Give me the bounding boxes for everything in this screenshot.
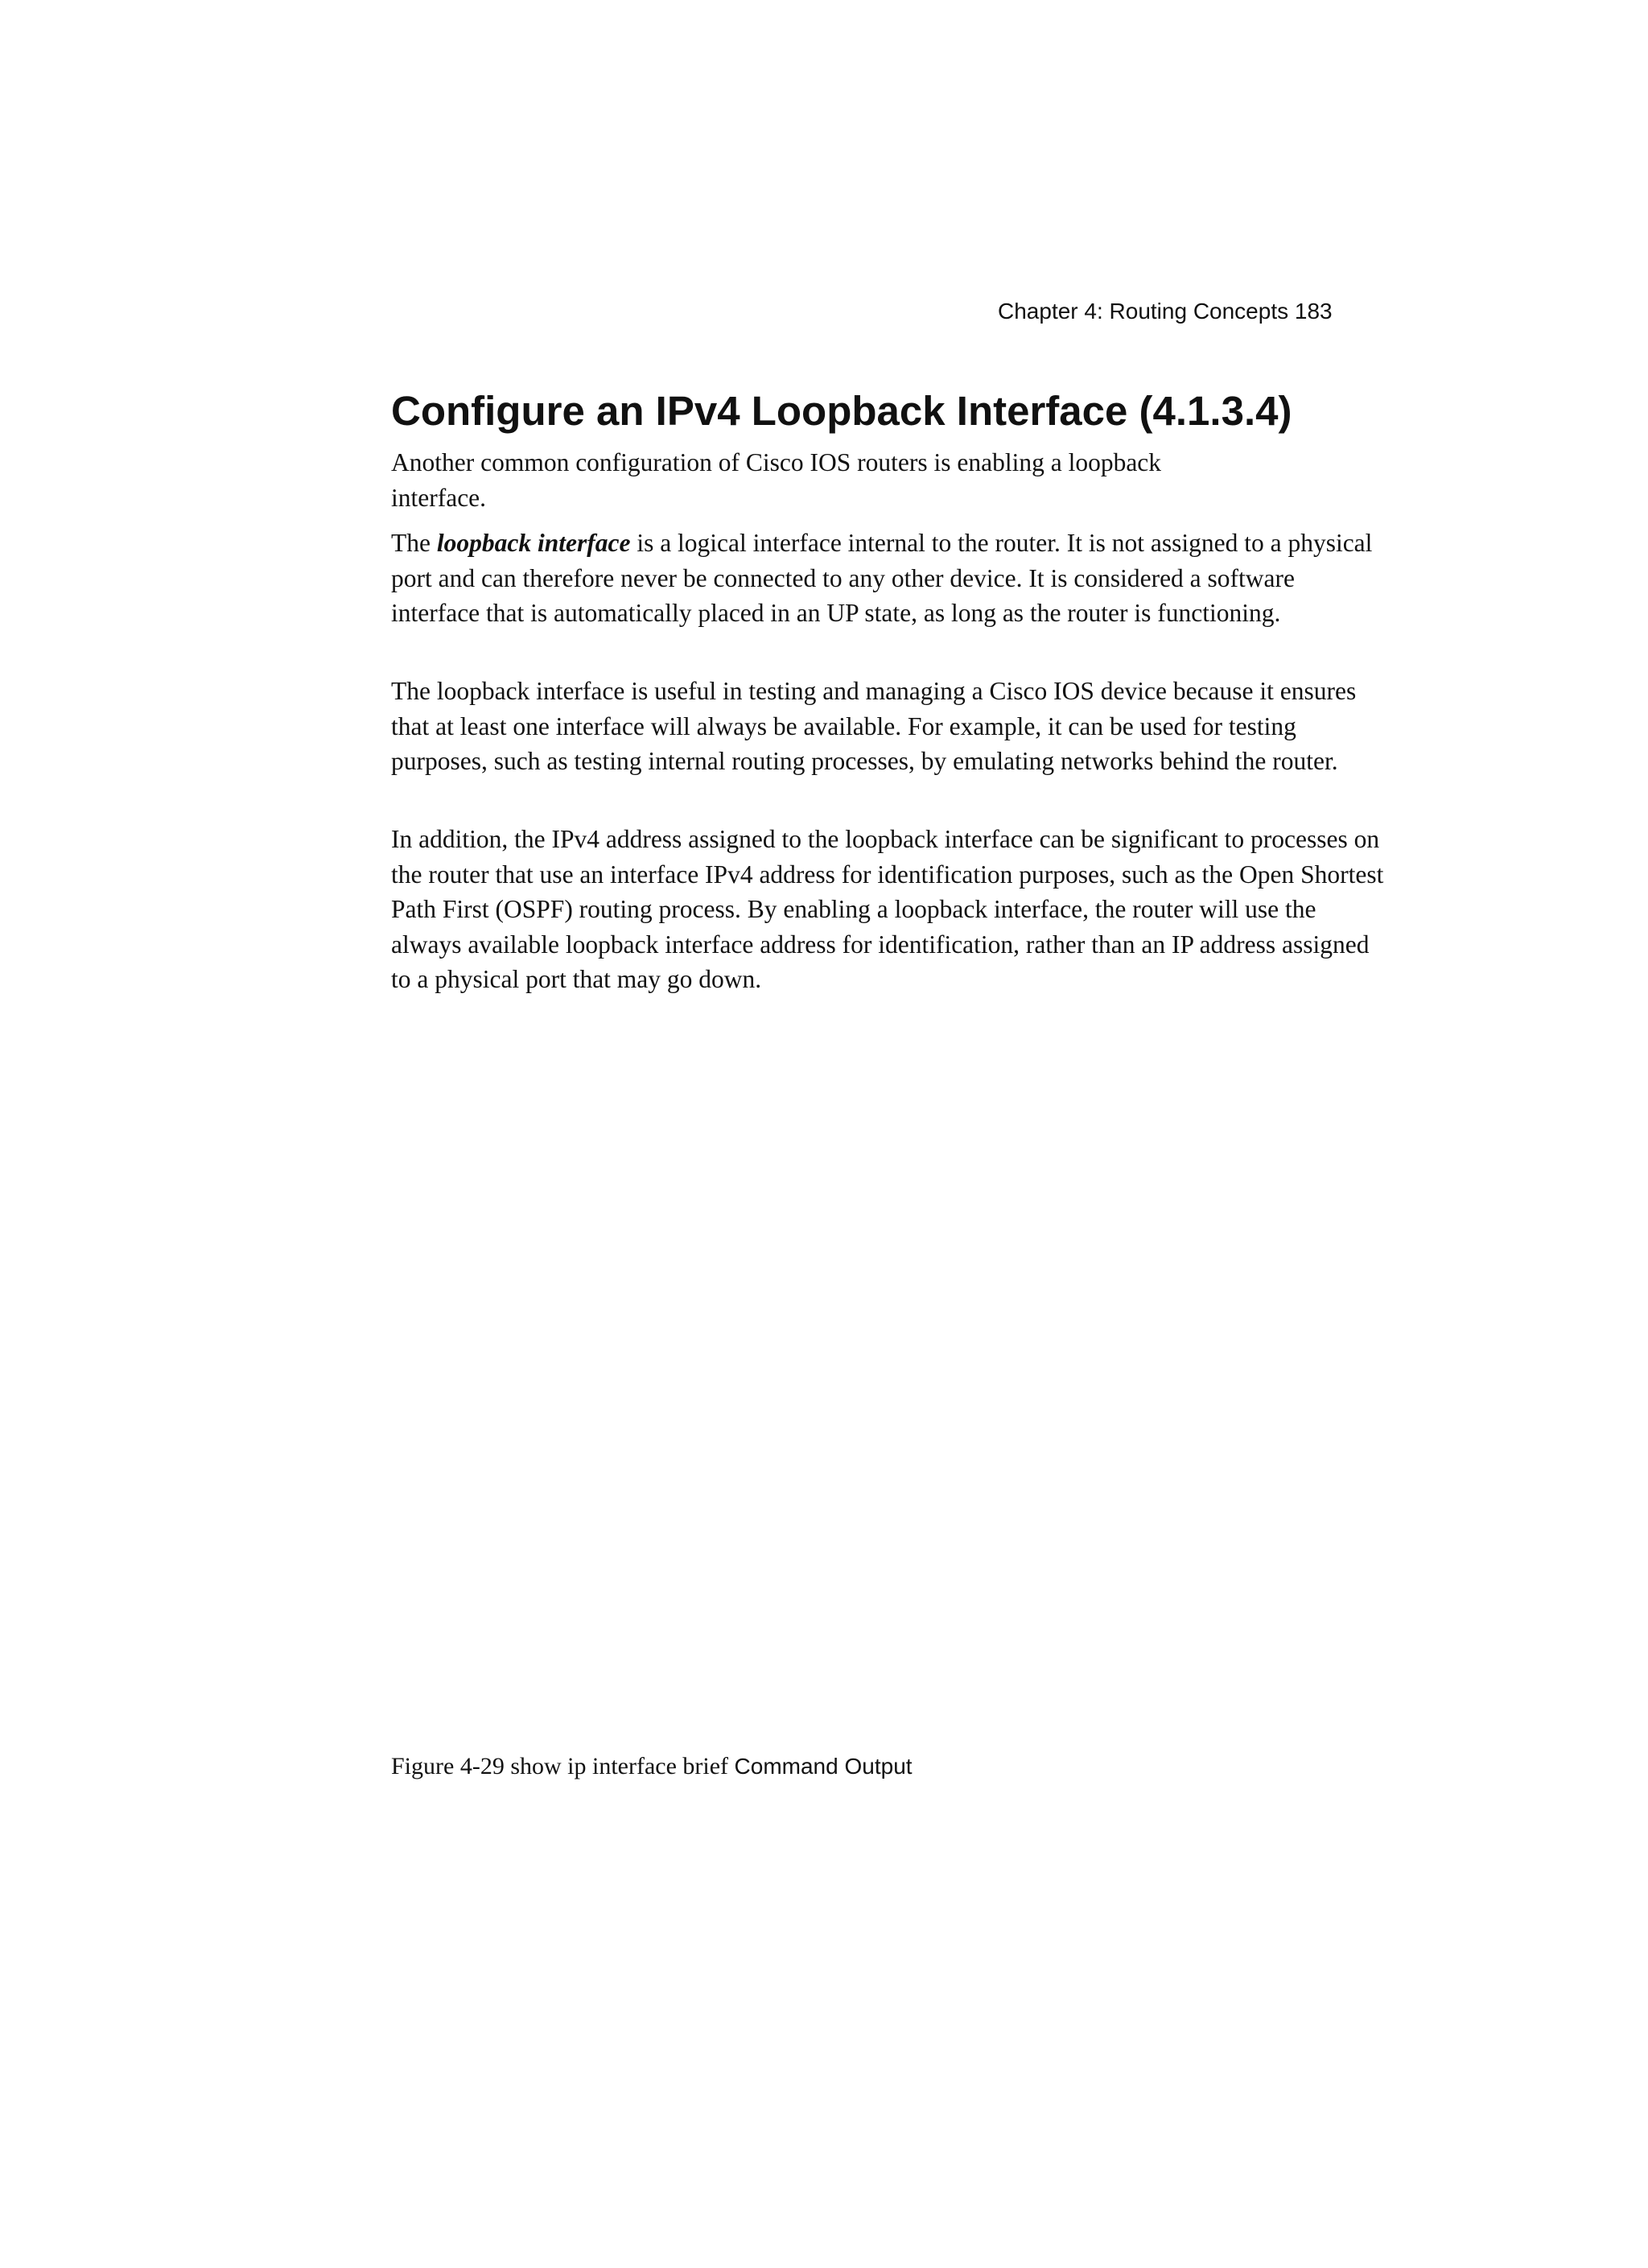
running-header: Chapter 4: Routing Concepts 183 [998, 299, 1333, 324]
paragraph-lead-text: The [391, 529, 437, 557]
paragraph-continuation-text: is a logical interface internal to the router. It is not assigned to a physical port and can therefore never be connected to any other device. It is considered a software interface that is automatically placed in an UP state, as long as the router is functioning. [391, 529, 1373, 627]
figure-caption-serif: Figure 4-29 show ip interface brief [391, 1753, 729, 1779]
figure-caption-sans: Command Output [734, 1754, 913, 1779]
key-term: loopback interface [436, 529, 631, 557]
paragraph-loopback-ospf: In addition, the IPv4 address assigned to the loopback interface can be significant to processes on the router that use an interface IPv4 address for identification purposes, such as the Open Shortest Path First (OSPF) routing process. By enabling a loopback interface, the router will use the always available loopback interface address for identification, rather than an IP address assigned to a physical port that may go down. [391, 825, 1384, 993]
paragraph-loopback-usefulness: The loopback interface is useful in testing and managing a Cisco IOS device because it ensures that at least one interface will always be available. For example, it can be used for testing purposes, such as testing internal routing processes, by emulating networks behind the router. [391, 677, 1357, 775]
figure-caption [391, 1750, 1357, 1783]
paragraph-loopback-definition [391, 526, 1389, 631]
paragraph-intro: Another common configuration of Cisco IOS routers is enabling a loopback interface. [391, 448, 1162, 512]
section-title: Configure an IPv4 Loopback Interface (4.1.3.4) [391, 388, 1292, 434]
